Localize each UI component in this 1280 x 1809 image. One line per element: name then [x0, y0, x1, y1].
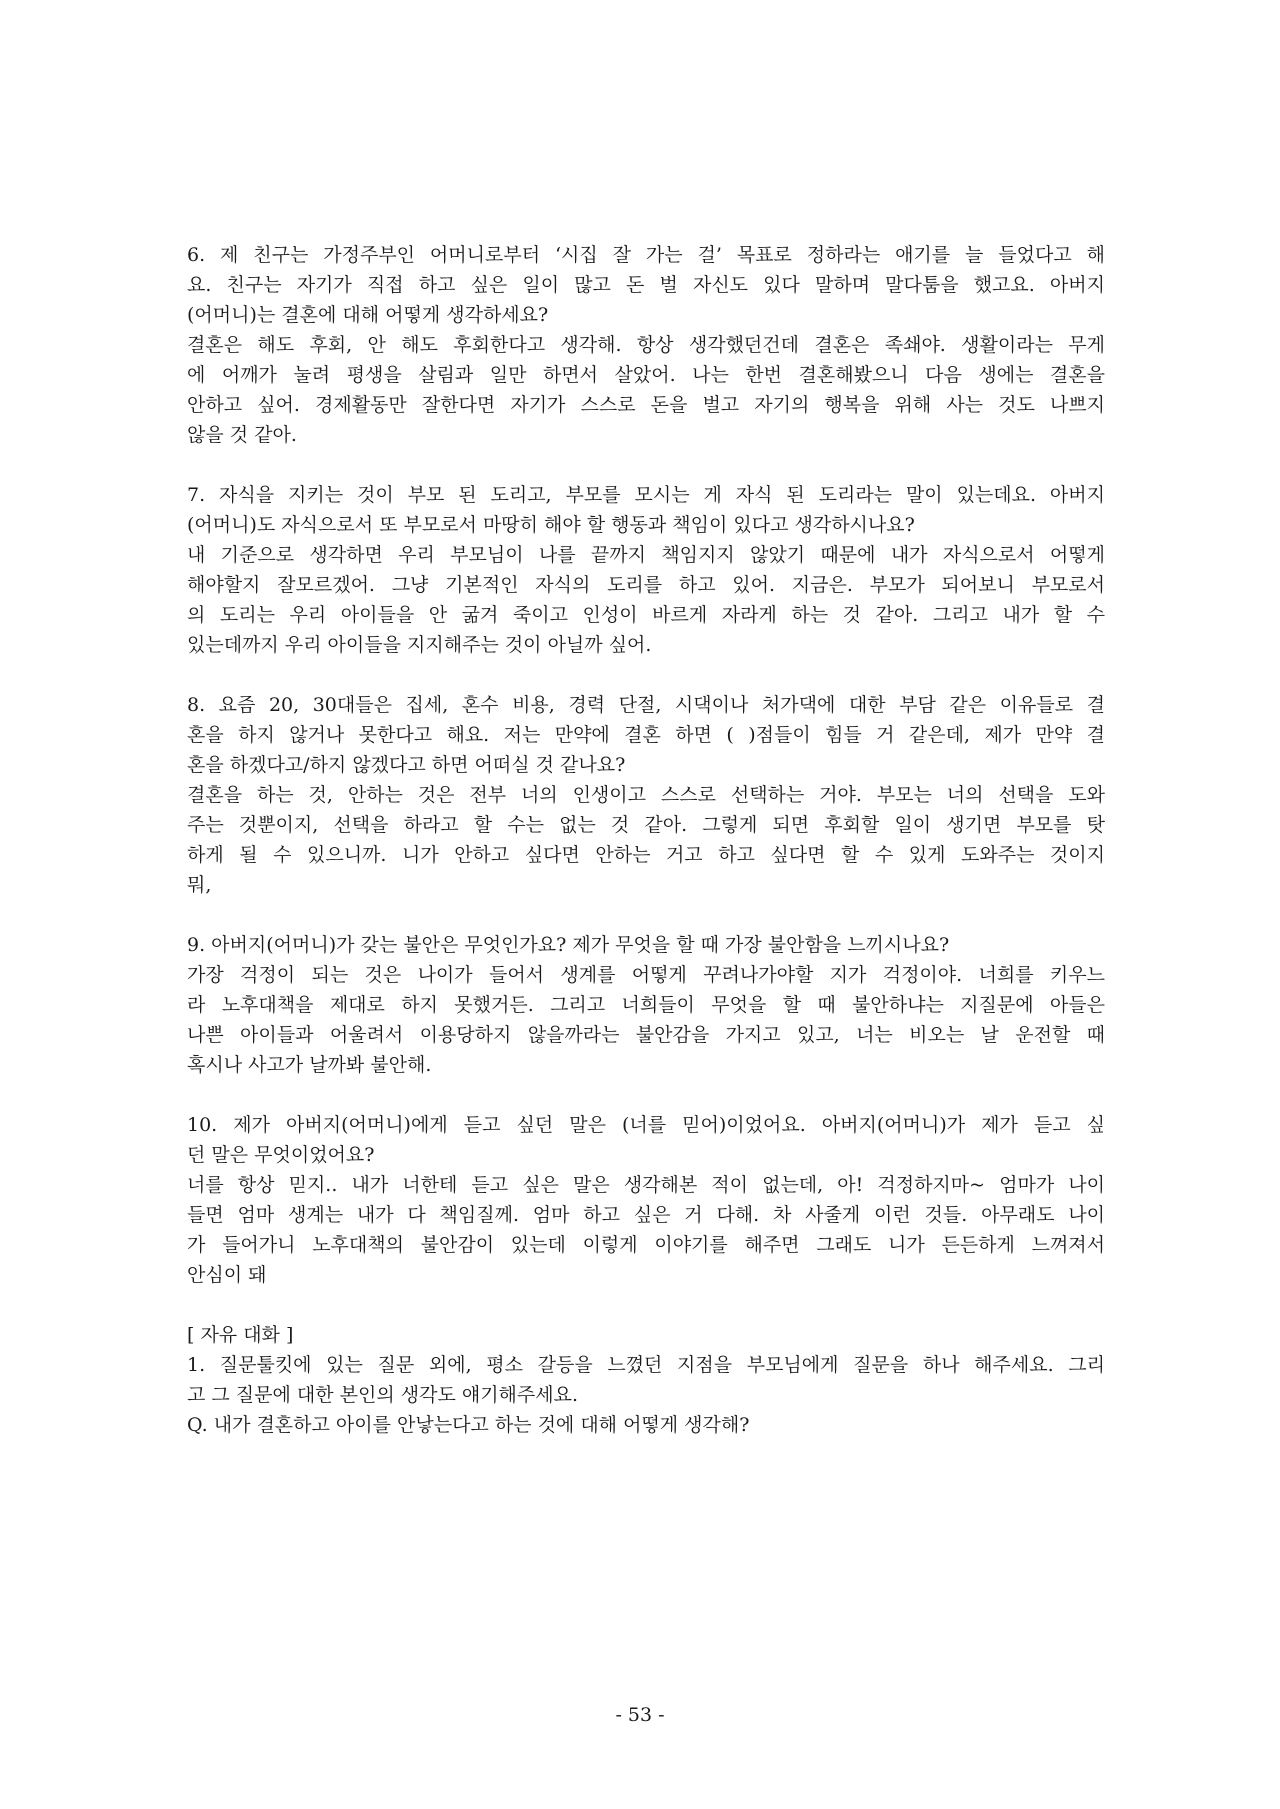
text-line: 않을 것 같아. — [187, 424, 297, 446]
text-line: 의 도리는 우리 아이들을 안 굶겨 죽이고 인성이 바르게 자라게 하는 것 같아. 그리고 내가 할 수 — [187, 604, 1105, 626]
text-line: 9. 아버지(어머니)가 갖는 불안은 무엇인가요? 제가 무엇을 할 때 가장 불안함을 느끼시나요? — [187, 934, 950, 956]
text-line: 6. 제 친구는 가정주부인 어머니로부터 ‘시집 잘 가는 걸’ 목표로 정하라는 애기를 늘 들었다고 해 — [187, 244, 1105, 266]
text-line: 8. 요즘 20, 30대들은 집세, 혼수 비용, 경력 단절, 시댁이나 처가댁에 대한 부담 같은 이유들로 결 — [187, 694, 1105, 716]
text-line: 1. 질문툴킷에 있는 질문 외에, 평소 갈등을 느꼈던 지점을 부모님에게 질문을 하나 해주세요. 그리 — [187, 1354, 1105, 1376]
question-9-block — [187, 930, 1105, 1080]
free-talk-block — [187, 1320, 1105, 1440]
text-line: Q. 내가 결혼하고 아이를 안낳는다고 하는 것에 대해 어떻게 생각해? — [187, 1414, 750, 1436]
text-line: (어머니)는 결혼에 대해 어떻게 생각하세요? — [187, 304, 549, 326]
text-line: 안하고 싶어. 경제활동만 잘한다면 자기가 스스로 돈을 벌고 자기의 행복을 위해 사는 것도 나쁘지 — [187, 394, 1105, 416]
document-body — [187, 240, 1105, 1470]
text-line: 가 들어가니 노후대책의 불안감이 있는데 이렇게 이야기를 해주면 그래도 니가 든든하게 느껴져서 — [187, 1234, 1105, 1256]
text-line: 던 말은 무엇이었어요? — [187, 1144, 375, 1166]
text-line: 결혼은 해도 후회, 안 해도 후회한다고 생각해. 항상 생각했던건데 결혼은 족쇄야. 생활이라는 무게 — [187, 334, 1105, 356]
text-line: 가장 걱정이 되는 것은 나이가 들어서 생계를 어떻게 꾸려나가야할 지가 걱정이야. 너희를 키우느 — [187, 964, 1105, 986]
text-line: 뭐, — [187, 874, 212, 896]
text-line: 내 기준으로 생각하면 우리 부모님이 나를 끝까지 책임지지 않았기 때문에 내가 자식으로서 어떻게 — [187, 544, 1105, 566]
text-line: 해야할지 잘모르겠어. 그냥 기본적인 자식의 도리를 하고 있어. 지금은. 부모가 되어보니 부모로서 — [187, 574, 1105, 596]
question-8-block — [187, 690, 1105, 900]
question-7-block — [187, 480, 1105, 660]
text-line: 10. 제가 아버지(어머니)에게 듣고 싶던 말은 (너를 믿어)이었어요. 아버지(어머니)가 제가 듣고 싶 — [187, 1114, 1105, 1136]
text-line: 혼을 하지 않거나 못한다고 해요. 저는 만약에 결혼 하면 ( )점들이 힘들 거 같은데, 제가 만약 결 — [187, 724, 1105, 746]
text-line: 안심이 돼 — [187, 1264, 267, 1286]
text-line: 주는 것뿐이지, 선택을 하라고 할 수는 없는 것 같아. 그렇게 되면 후회할 일이 생기면 부모를 탓 — [187, 814, 1105, 836]
text-line: (어머니)도 자식으로서 또 부모로서 마땅히 해야 할 행동과 책임이 있다고 생각하시나요? — [187, 514, 915, 536]
text-line: 요. 친구는 자기가 직접 하고 싶은 일이 많고 돈 벌 자신도 있다 말하며 말다툼을 했고요. 아버지 — [187, 274, 1105, 296]
text-line: 라 노후대책을 제대로 하지 못했거든. 그리고 너희들이 무엇을 할 때 불안하냐는 지질문에 아들은 — [187, 994, 1105, 1016]
text-line: 나쁜 아이들과 어울려서 이용당하지 않을까라는 불안감을 가지고 있고, 너는 비오는 날 운전할 때 — [187, 1024, 1105, 1046]
text-line: 하게 될 수 있으니까. 니가 안하고 싶다면 안하는 거고 하고 싶다면 할 수 있게 도와주는 것이지 — [187, 844, 1105, 866]
section-heading: [ 자유 대화 ] — [187, 1324, 294, 1346]
text-line: 결혼을 하는 것, 안하는 것은 전부 너의 인생이고 스스로 선택하는 거야. 부모는 너의 선택을 도와 — [187, 784, 1105, 806]
text-line: 너를 항상 믿지.. 내가 너한테 듣고 싶은 말은 생각해본 적이 없는데, 아! 걱정하지마~ 엄마가 나이 — [187, 1174, 1105, 1196]
text-line: 들면 엄마 생계는 내가 다 책임질께. 엄마 하고 싶은 거 다해. 차 사줄게 이런 것들. 아무래도 나이 — [187, 1204, 1105, 1226]
text-line: 고 그 질문에 대한 본인의 생각도 얘기해주세요. — [187, 1384, 579, 1406]
text-line: 있는데까지 우리 아이들을 지지해주는 것이 아닐까 싶어. — [187, 634, 652, 656]
question-6-block — [187, 240, 1105, 450]
question-10-block — [187, 1110, 1105, 1290]
text-line: 7. 자식을 지키는 것이 부모 된 도리고, 부모를 모시는 게 자식 된 도리라는 말이 있는데요. 아버지 — [187, 484, 1105, 506]
text-line: 혼을 하겠다고/하지 않겠다고 하면 어떠실 것 같나요? — [187, 754, 626, 776]
text-line: 에 어깨가 눌려 평생을 살림과 일만 하면서 살았어. 나는 한번 결혼해봤으니 다음 생에는 결혼을 — [187, 364, 1105, 386]
text-line: 혹시나 사고가 날까봐 불안해. — [187, 1054, 432, 1076]
page-number: - 53 - — [615, 1704, 665, 1726]
